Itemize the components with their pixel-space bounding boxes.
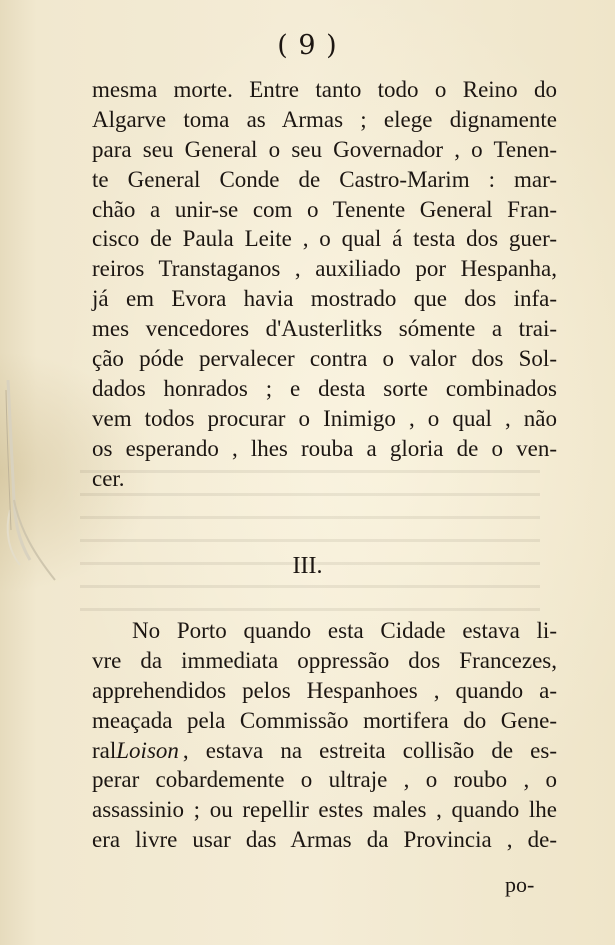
text-line: os esperando , lhes rouba a gloria de o ven- — [92, 435, 557, 461]
text-line: apprehendidos pelos Hespanhoes , quando a- — [92, 677, 557, 703]
page-number: ( 9 ) — [277, 30, 338, 61]
text-line: já em Evora havia mostrado que dos infa- — [92, 286, 557, 312]
catchword: po- — [505, 872, 535, 897]
paragraph-2 — [92, 616, 557, 855]
text-line: para seu General o seu Governador , o Tenen- — [92, 136, 557, 162]
text-line: No Porto quando esta Cidade estava li- — [132, 618, 557, 643]
text-line: ção póde pervalecer contra o valor dos Sol- — [92, 346, 557, 372]
text-line: Algarve toma as Armas ; elege dignamente — [92, 106, 557, 132]
text-line: era livre usar das Armas da Provincia , de- — [92, 827, 557, 853]
text-fragment: , estava na estreita collisão de es- — [182, 737, 557, 763]
text-line: reiros Transtaganos , auxiliado por Hespanha, — [92, 256, 557, 282]
text-line — [92, 736, 557, 766]
text-line: chão a unir-se com o Tenente General Fran- — [92, 196, 557, 222]
text-line: assassinio ; ou repellir estes males , quando lhe — [92, 797, 557, 823]
text-line: mes vencedores d'Austerlitks sómente a trai- — [92, 316, 557, 342]
text-line: vre da immediata oppressão dos Francezes, — [92, 647, 557, 673]
text-line: meaçada pela Commissão mortifera do Gene- — [92, 707, 557, 733]
text-line: cer. — [92, 465, 125, 491]
section-heading: III. — [292, 553, 323, 579]
paragraph-1 — [92, 75, 557, 493]
text-line: perar cobardemente o ultraje , o roubo , o — [92, 767, 557, 793]
text-line: te General Conde de Castro-Marim : mar- — [92, 166, 557, 192]
name-loison: Loison — [116, 737, 179, 763]
text-fragment: ral — [92, 737, 117, 763]
text-line: vem todos procurar o Inimigo , o qual , não — [92, 405, 557, 431]
text-line: mesma morte. Entre tanto todo o Reino do — [92, 77, 557, 102]
text-line: dados honrados ; e desta sorte combinados — [92, 375, 557, 401]
text-line: cisco de Paula Leite , o qual á testa dos guer- — [92, 226, 557, 252]
